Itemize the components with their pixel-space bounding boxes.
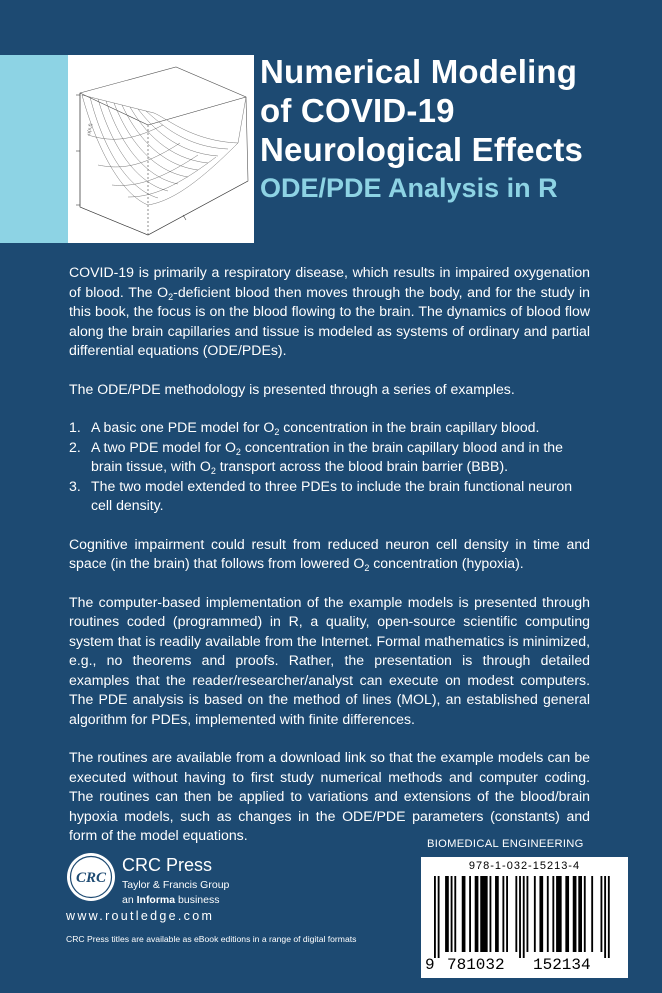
list-text: A basic one PDE model for O — [91, 419, 275, 435]
ebook-note: CRC Press titles are available as eBook editions in a range of digital formats — [66, 934, 357, 944]
barcode-bar — [445, 876, 449, 952]
title-line-1: Numerical Modeling — [260, 53, 578, 90]
barcode-bar — [502, 876, 504, 952]
subscript: 2 — [274, 427, 280, 437]
barcode-bar — [556, 876, 562, 952]
barcode-bar — [480, 876, 487, 952]
subscript: 2 — [235, 446, 241, 457]
barcode-bar — [591, 876, 593, 952]
blurb-paragraph-1 — [69, 263, 590, 361]
barcode-bar — [434, 876, 436, 958]
barcode-bar — [608, 876, 610, 958]
barcode-bar — [604, 876, 606, 958]
accent-strip — [0, 55, 68, 243]
list-item-text: The two model extended to three PDEs to include the brain functional neuron cell density. — [91, 477, 573, 513]
subtitle: ODE/PDE Analysis in R — [260, 173, 558, 203]
barcode-bar — [454, 876, 456, 952]
barcode-bar — [490, 876, 492, 952]
barcode-bar — [519, 876, 521, 958]
barcode-bar — [462, 876, 466, 952]
blurb-paragraph-5: The routines are available from a download link so that the example models can be executed without having to first study numerical methods and computer coding. The routines can then be applied to variations and extensions of the blood/brain hypoxia models, such as changes in the ODE/PDE parameters (constants) and form of the model equations. — [69, 749, 590, 843]
barcode-bar — [495, 876, 499, 952]
list-number: 1. — [69, 419, 81, 435]
crc-logo — [66, 852, 116, 902]
list-text: concentration in the brain capillary blood and in the brain tissue, with O — [91, 438, 563, 474]
list-number: 3. — [69, 477, 81, 494]
blurb-text: concentration (hypoxia). — [369, 555, 524, 571]
barcode-bar — [438, 876, 440, 958]
isbn-first-digit: 9 — [425, 956, 435, 974]
barcode-bar — [573, 876, 577, 952]
barcode-bar — [469, 876, 471, 952]
publisher-website: www.routledge.com — [66, 909, 215, 923]
isbn-left-group: 781032 — [447, 956, 505, 974]
subject-category: BIOMEDICAL ENGINEERING — [427, 838, 584, 850]
barcode-bar — [578, 876, 582, 952]
barcode-bar — [523, 876, 525, 958]
barcode-bar — [565, 876, 569, 952]
back-cover-blurb — [69, 263, 590, 865]
isbn-text: 978-1-032-15213-4 — [468, 860, 581, 872]
subscript: 2 — [364, 563, 370, 573]
title-block — [260, 52, 650, 205]
informa-name: Informa — [136, 894, 176, 906]
barcode-bar — [506, 876, 508, 952]
blurb-text: COVID-19 is primarily a respiratory disease, which results in impaired oxygenation of blood. The O — [69, 264, 590, 300]
blurb-text: Cognitive impairment could result from reduced neuron cell density in time and space (in the brain) that follows from lowered O — [69, 535, 590, 571]
informa-prefix: an — [122, 894, 137, 906]
isbn-barcode — [421, 857, 628, 978]
publisher-group: Taylor & Francis Group — [122, 879, 230, 891]
list-text: concentration in the brain capillary blood. — [279, 419, 540, 435]
barcode-bar — [475, 876, 479, 952]
isbn-right-group: 152134 — [533, 956, 591, 974]
blurb-paragraph-3 — [69, 535, 590, 574]
barcode-bar — [527, 876, 529, 952]
informa-suffix: business — [175, 894, 220, 906]
barcode-bar — [515, 876, 517, 952]
barcode-bar — [539, 876, 543, 952]
subscript: 2 — [210, 466, 216, 476]
svg-text:u(x,t): u(x,t) — [86, 123, 94, 136]
publisher-name: CRC Press — [122, 855, 213, 875]
barcode-bars — [434, 876, 616, 958]
blurb-text: -deficient blood then moves through the body, and for the study in this book, the focus is on the blood flowing to the brain. The dynamics of blood flow along the brain capillaries and tissue is modeled as systems of ordinary and partial differential equations (ODE/PDEs). — [69, 283, 590, 358]
list-text: A two PDE model for O — [91, 438, 236, 455]
blurb-paragraph-2: The ODE/PDE methodology is presented through a series of examples. — [69, 380, 515, 397]
blurb-paragraph-4: The computer-based implementation of the example models is presented through routines coded (programmed) in R, a quality, open-source scientific computing system that is readily available from the Internet. Formal mathematics is minimized, e.g., no theorems and proofs. Rather, the presentation is through detailed examples that the reader/researcher/analyst can execute on modest computers. The PDE analysis is based on the method of lines (MOL), an established general algorithm for PDEs, implemented with finite differences. — [69, 593, 590, 727]
list-item — [69, 418, 590, 438]
cover-surface-plot — [68, 55, 254, 243]
publisher-informa — [122, 894, 219, 906]
barcode-bar — [534, 876, 536, 952]
barcode-bar — [584, 876, 586, 952]
list-item — [69, 477, 590, 516]
title-line-3: Neurological Effects — [260, 131, 584, 168]
list-item-text — [91, 418, 590, 438]
examples-list — [69, 418, 590, 516]
barcode-bar — [451, 876, 453, 952]
barcode-bar — [601, 876, 603, 952]
barcode-bar — [547, 876, 549, 952]
list-text: transport across the blood brain barrier (BBB). — [215, 458, 509, 474]
list-item-text — [91, 438, 590, 477]
list-item — [69, 438, 590, 477]
crc-logo-text: CRC — [75, 870, 107, 886]
barcode-bar — [552, 876, 554, 952]
subscript: 2 — [168, 291, 174, 302]
list-number: 2. — [69, 438, 81, 455]
title-line-2: of COVID-19 — [260, 92, 455, 129]
